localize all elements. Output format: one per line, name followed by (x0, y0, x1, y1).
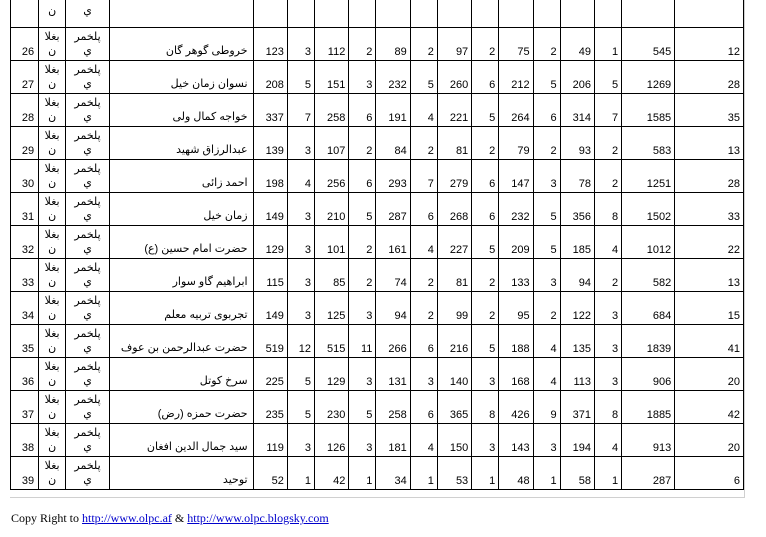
value-cell: 99 (437, 292, 471, 325)
value-cell (376, 0, 410, 28)
value-cell: 139 (253, 127, 287, 160)
district-cell: پلخمر ي (66, 193, 110, 226)
province-cell: بغلا ن (39, 391, 66, 424)
value-cell: 913 (622, 424, 675, 457)
school-name-cell (109, 0, 253, 28)
value-cell: 28 (675, 61, 744, 94)
value-cell: 1885 (622, 391, 675, 424)
district-cell: ي (66, 0, 110, 28)
value-cell: 2 (410, 28, 437, 61)
value-cell: 28 (675, 160, 744, 193)
value-cell: 545 (622, 28, 675, 61)
footer-separator: & (171, 511, 188, 525)
value-cell: 2 (595, 127, 622, 160)
value-cell: 5 (595, 61, 622, 94)
value-cell: 3 (410, 358, 437, 391)
value-cell: 2 (349, 127, 376, 160)
table-row (11, 292, 744, 325)
district-cell: پلخمر ي (66, 61, 110, 94)
value-cell: 168 (499, 358, 533, 391)
value-cell (287, 0, 314, 28)
value-cell: 2 (410, 127, 437, 160)
value-cell: 4 (595, 424, 622, 457)
value-cell: 1 (349, 457, 376, 490)
value-cell: 519 (253, 325, 287, 358)
value-cell: 12 (287, 325, 314, 358)
value-cell: 4 (595, 226, 622, 259)
province-cell: بغلا ن (39, 193, 66, 226)
province-cell: بغلا ن (39, 94, 66, 127)
value-cell: 3 (595, 358, 622, 391)
value-cell: 3 (533, 259, 560, 292)
value-cell: 188 (499, 325, 533, 358)
value-cell: 11 (349, 325, 376, 358)
row-number-cell (11, 0, 39, 28)
value-cell: 8 (595, 391, 622, 424)
value-cell: 147 (499, 160, 533, 193)
value-cell: 684 (622, 292, 675, 325)
table-row (11, 424, 744, 457)
value-cell: 1269 (622, 61, 675, 94)
value-cell: 58 (560, 457, 594, 490)
value-cell: 135 (560, 325, 594, 358)
value-cell: 5 (287, 358, 314, 391)
district-cell: پلخمر ي (66, 325, 110, 358)
value-cell: 89 (376, 28, 410, 61)
province-cell: بغلا ن (39, 61, 66, 94)
value-cell: 1 (595, 28, 622, 61)
value-cell (314, 0, 348, 28)
value-cell: 33 (675, 193, 744, 226)
province-cell: بغلا ن (39, 226, 66, 259)
value-cell (675, 0, 744, 28)
value-cell: 3 (287, 127, 314, 160)
value-cell: 22 (675, 226, 744, 259)
district-cell: پلخمر ي (66, 358, 110, 391)
province-cell: بغلا ن (39, 358, 66, 391)
value-cell: 42 (675, 391, 744, 424)
value-cell: 5 (472, 325, 499, 358)
value-cell: 1251 (622, 160, 675, 193)
row-number-cell: 29 (11, 127, 39, 160)
value-cell: 150 (437, 424, 471, 457)
spreadsheet-page (10, 0, 745, 498)
value-cell: 35 (675, 94, 744, 127)
value-cell: 5 (533, 193, 560, 226)
value-cell: 3 (349, 61, 376, 94)
table-row (11, 325, 744, 358)
value-cell: 6 (472, 193, 499, 226)
value-cell: 8 (595, 193, 622, 226)
value-cell: 1839 (622, 325, 675, 358)
value-cell: 3 (595, 292, 622, 325)
value-cell: 5 (287, 61, 314, 94)
value-cell (533, 0, 560, 28)
value-cell: 2 (533, 127, 560, 160)
value-cell: 6 (410, 193, 437, 226)
value-cell: 4 (533, 358, 560, 391)
value-cell: 2 (349, 259, 376, 292)
value-cell (349, 0, 376, 28)
value-cell: 3 (349, 292, 376, 325)
table-row (11, 358, 744, 391)
row-number-cell: 30 (11, 160, 39, 193)
province-cell: بغلا ن (39, 325, 66, 358)
value-cell: 4 (287, 160, 314, 193)
value-cell: 3 (533, 160, 560, 193)
value-cell: 113 (560, 358, 594, 391)
value-cell: 216 (437, 325, 471, 358)
row-number-cell: 32 (11, 226, 39, 259)
school-name-cell: خروطی گوهر گان (109, 28, 253, 61)
school-name-cell: توحيد (109, 457, 253, 490)
value-cell: 125 (314, 292, 348, 325)
value-cell: 9 (533, 391, 560, 424)
district-cell: پلخمر ي (66, 160, 110, 193)
value-cell: 161 (376, 226, 410, 259)
row-number-cell: 36 (11, 358, 39, 391)
value-cell: 906 (622, 358, 675, 391)
value-cell: 198 (253, 160, 287, 193)
value-cell: 515 (314, 325, 348, 358)
value-cell: 13 (675, 127, 744, 160)
value-cell: 93 (560, 127, 594, 160)
value-cell: 2 (472, 292, 499, 325)
value-cell: 42 (314, 457, 348, 490)
value-cell (410, 0, 437, 28)
row-number-cell: 31 (11, 193, 39, 226)
value-cell: 101 (314, 226, 348, 259)
value-cell: 52 (253, 457, 287, 490)
value-cell: 7 (410, 160, 437, 193)
province-cell: بغلا ن (39, 28, 66, 61)
district-cell: پلخمر ي (66, 457, 110, 490)
district-cell: پلخمر ي (66, 127, 110, 160)
value-cell: 81 (437, 259, 471, 292)
value-cell: 210 (314, 193, 348, 226)
value-cell: 2 (533, 28, 560, 61)
value-cell (595, 0, 622, 28)
value-cell: 149 (253, 193, 287, 226)
value-cell: 149 (253, 292, 287, 325)
table-row (11, 127, 744, 160)
table-row (11, 226, 744, 259)
value-cell: 258 (376, 391, 410, 424)
row-number-cell: 34 (11, 292, 39, 325)
school-name-cell: سرخ کوتل (109, 358, 253, 391)
value-cell: 7 (595, 94, 622, 127)
value-cell: 230 (314, 391, 348, 424)
value-cell: 97 (437, 28, 471, 61)
value-cell: 6 (472, 160, 499, 193)
value-cell: 583 (622, 127, 675, 160)
value-cell: 78 (560, 160, 594, 193)
value-cell: 1 (472, 457, 499, 490)
value-cell: 129 (253, 226, 287, 259)
value-cell: 5 (533, 61, 560, 94)
district-cell: پلخمر ي (66, 94, 110, 127)
value-cell: 3 (472, 358, 499, 391)
school-name-cell: تجربوی تربيه معلم (109, 292, 253, 325)
row-number-cell: 28 (11, 94, 39, 127)
table-row (11, 259, 744, 292)
value-cell: 3 (287, 259, 314, 292)
value-cell: 232 (376, 61, 410, 94)
value-cell: 115 (253, 259, 287, 292)
value-cell: 2 (472, 28, 499, 61)
table-body (11, 0, 744, 490)
value-cell: 3 (287, 226, 314, 259)
school-name-cell: حضرت عبدالرحمن بن عوف (109, 325, 253, 358)
table-row (11, 0, 744, 28)
value-cell: 194 (560, 424, 594, 457)
value-cell: 232 (499, 193, 533, 226)
value-cell: 2 (349, 28, 376, 61)
value-cell: 75 (499, 28, 533, 61)
table-row (11, 160, 744, 193)
value-cell (472, 0, 499, 28)
value-cell: 191 (376, 94, 410, 127)
value-cell: 256 (314, 160, 348, 193)
value-cell: 13 (675, 259, 744, 292)
value-cell: 5 (472, 94, 499, 127)
value-cell: 227 (437, 226, 471, 259)
schools-table (10, 0, 744, 490)
value-cell: 2 (410, 259, 437, 292)
value-cell: 264 (499, 94, 533, 127)
value-cell: 371 (560, 391, 594, 424)
value-cell: 293 (376, 160, 410, 193)
value-cell: 1012 (622, 226, 675, 259)
school-name-cell: ابراهيم گاو سوار (109, 259, 253, 292)
value-cell: 582 (622, 259, 675, 292)
value-cell: 3 (595, 325, 622, 358)
value-cell: 287 (622, 457, 675, 490)
value-cell: 143 (499, 424, 533, 457)
value-cell: 5 (349, 391, 376, 424)
school-name-cell: حضرت امام حسين (ع) (109, 226, 253, 259)
school-name-cell: خواجه کمال ولی (109, 94, 253, 127)
value-cell: 133 (499, 259, 533, 292)
value-cell: 94 (560, 259, 594, 292)
value-cell: 2 (472, 259, 499, 292)
value-cell: 181 (376, 424, 410, 457)
district-cell: پلخمر ي (66, 226, 110, 259)
value-cell: 20 (675, 358, 744, 391)
value-cell: 6 (349, 94, 376, 127)
value-cell: 185 (560, 226, 594, 259)
value-cell: 112 (314, 28, 348, 61)
value-cell: 426 (499, 391, 533, 424)
province-cell: بغلا ن (39, 457, 66, 490)
value-cell: 81 (437, 127, 471, 160)
value-cell: 79 (499, 127, 533, 160)
value-cell: 107 (314, 127, 348, 160)
value-cell: 258 (314, 94, 348, 127)
value-cell: 41 (675, 325, 744, 358)
value-cell: 225 (253, 358, 287, 391)
province-cell: بغلا ن (39, 127, 66, 160)
province-cell: بغلا ن (39, 424, 66, 457)
value-cell: 260 (437, 61, 471, 94)
value-cell: 6 (675, 457, 744, 490)
value-cell: 3 (533, 424, 560, 457)
value-cell: 140 (437, 358, 471, 391)
value-cell: 126 (314, 424, 348, 457)
school-name-cell: حضرت حمزه (رض) (109, 391, 253, 424)
value-cell: 53 (437, 457, 471, 490)
school-name-cell: زمان خيل (109, 193, 253, 226)
value-cell: 1 (533, 457, 560, 490)
value-cell: 5 (533, 226, 560, 259)
value-cell: 34 (376, 457, 410, 490)
value-cell: 123 (253, 28, 287, 61)
copyright-prefix: Copy Right to (11, 511, 83, 525)
value-cell: 287 (376, 193, 410, 226)
value-cell: 3 (287, 28, 314, 61)
value-cell: 49 (560, 28, 594, 61)
value-cell: 3 (287, 193, 314, 226)
province-cell: بغلا ن (39, 259, 66, 292)
district-cell: پلخمر ي (66, 259, 110, 292)
value-cell: 4 (533, 325, 560, 358)
value-cell (560, 0, 594, 28)
value-cell: 4 (410, 424, 437, 457)
district-cell: پلخمر ي (66, 292, 110, 325)
value-cell: 119 (253, 424, 287, 457)
value-cell: 6 (349, 160, 376, 193)
table-row (11, 457, 744, 490)
row-number-cell: 37 (11, 391, 39, 424)
value-cell: 1 (287, 457, 314, 490)
value-cell: 12 (675, 28, 744, 61)
value-cell: 5 (287, 391, 314, 424)
value-cell: 122 (560, 292, 594, 325)
value-cell: 1 (410, 457, 437, 490)
value-cell: 337 (253, 94, 287, 127)
table-row (11, 28, 744, 61)
table-row (11, 94, 744, 127)
value-cell: 131 (376, 358, 410, 391)
value-cell: 5 (472, 226, 499, 259)
value-cell: 6 (533, 94, 560, 127)
value-cell: 6 (472, 61, 499, 94)
value-cell: 3 (349, 424, 376, 457)
district-cell: پلخمر ي (66, 391, 110, 424)
value-cell: 2 (595, 259, 622, 292)
value-cell: 5 (410, 61, 437, 94)
district-cell: پلخمر ي (66, 424, 110, 457)
value-cell: 365 (437, 391, 471, 424)
value-cell: 3 (287, 424, 314, 457)
value-cell: 4 (410, 94, 437, 127)
row-number-cell: 35 (11, 325, 39, 358)
school-name-cell: نسوان زمان خيل (109, 61, 253, 94)
value-cell: 74 (376, 259, 410, 292)
province-cell: ن (39, 0, 66, 28)
row-number-cell: 38 (11, 424, 39, 457)
value-cell (622, 0, 675, 28)
value-cell: 151 (314, 61, 348, 94)
value-cell: 3 (472, 424, 499, 457)
value-cell: 2 (533, 292, 560, 325)
value-cell (253, 0, 287, 28)
value-cell: 6 (410, 325, 437, 358)
value-cell: 129 (314, 358, 348, 391)
table-row (11, 391, 744, 424)
olpc-blogsky-link[interactable]: http://www.olpc.blogsky.com (187, 511, 329, 525)
value-cell: 3 (287, 292, 314, 325)
value-cell: 212 (499, 61, 533, 94)
table-row (11, 61, 744, 94)
school-name-cell: سيد جمال الدين افغان (109, 424, 253, 457)
value-cell: 4 (410, 226, 437, 259)
value-cell: 268 (437, 193, 471, 226)
value-cell: 314 (560, 94, 594, 127)
value-cell: 1 (595, 457, 622, 490)
value-cell: 279 (437, 160, 471, 193)
school-name-cell: عبدالرزاق شهيد (109, 127, 253, 160)
value-cell: 209 (499, 226, 533, 259)
value-cell: 266 (376, 325, 410, 358)
copyright-footer (11, 511, 329, 526)
value-cell: 1585 (622, 94, 675, 127)
table-row (11, 193, 744, 226)
value-cell: 8 (472, 391, 499, 424)
value-cell: 3 (349, 358, 376, 391)
district-cell: پلخمر ي (66, 28, 110, 61)
value-cell: 356 (560, 193, 594, 226)
value-cell: 2 (595, 160, 622, 193)
school-name-cell: احمد زائی (109, 160, 253, 193)
row-number-cell: 27 (11, 61, 39, 94)
value-cell (499, 0, 533, 28)
value-cell: 48 (499, 457, 533, 490)
value-cell: 84 (376, 127, 410, 160)
row-number-cell: 26 (11, 28, 39, 61)
value-cell: 2 (410, 292, 437, 325)
value-cell: 6 (410, 391, 437, 424)
row-number-cell: 39 (11, 457, 39, 490)
row-number-cell: 33 (11, 259, 39, 292)
province-cell: بغلا ن (39, 160, 66, 193)
value-cell: 208 (253, 61, 287, 94)
value-cell: 2 (349, 226, 376, 259)
value-cell: 2 (472, 127, 499, 160)
value-cell: 235 (253, 391, 287, 424)
value-cell: 20 (675, 424, 744, 457)
value-cell: 85 (314, 259, 348, 292)
value-cell: 1502 (622, 193, 675, 226)
value-cell: 7 (287, 94, 314, 127)
value-cell (437, 0, 471, 28)
olpc-af-link[interactable]: http://www.olpc.af (82, 511, 172, 525)
value-cell: 94 (376, 292, 410, 325)
value-cell: 5 (349, 193, 376, 226)
value-cell: 221 (437, 94, 471, 127)
value-cell: 95 (499, 292, 533, 325)
value-cell: 15 (675, 292, 744, 325)
value-cell: 206 (560, 61, 594, 94)
province-cell: بغلا ن (39, 292, 66, 325)
